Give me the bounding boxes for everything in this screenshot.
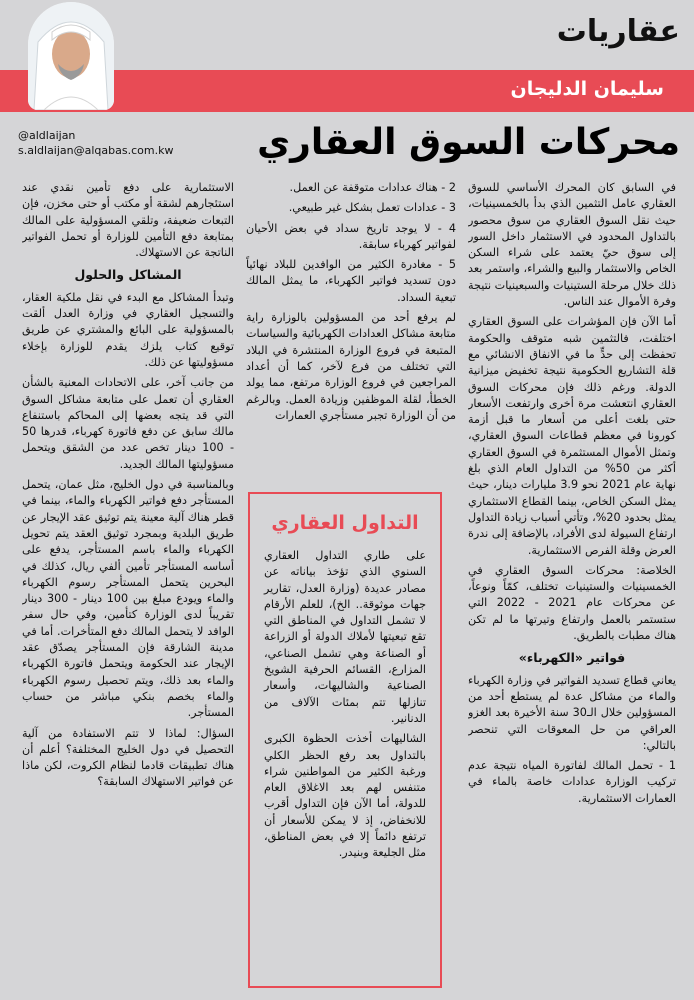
subheading-electricity-bills: فواتير «الكهرباء» — [518, 650, 626, 666]
paragraph: الشاليهات أخذت الحظوة الكبرى بالتداول بعد رفع الحظر الكلي ورغبة الكثير من المواطنين شراء متنفس لهم بعد الاغلاق العام للدولة، أما الآن فإن التداول أقرب للانخفاض، إذ لا يمكن للأسعار أن ترتفع دائماً إلا في بعض المناطق، مثل الجليعة وبنيدر. — [264, 732, 426, 860]
paragraph: السؤال: لماذا لا تتم الاستفادة من آلية التحصيل في دول الخليج المختلفة؟ أعلم أن هناك تطبيقات قادما لنظام الكروت، لكن ماذا عن فواتير الاستهلاك السابقة؟ — [22, 726, 234, 789]
box-title: التداول العقاري — [271, 512, 419, 534]
author-portrait-icon — [28, 2, 114, 110]
paragraph: الاستثمارية على دفع تأمين نقدي عند استئجارهم لشقة أو مكتب أو حتى مخزن، فإن التبعات ضعيفة، وتلقي المسؤولية على المالك بمتابعة دفع التأمين للوزارة أو تحمل الفواتير الناتجة عن الاستهلاك. — [22, 181, 234, 260]
article-column-1 — [468, 180, 676, 990]
list-item: 3 - عدادات تعمل بشكل غير طبيعي. — [288, 201, 456, 215]
paragraph: في السابق كان المحرك الأساسي للسوق العقاري عامل التثمين الذي بدأ بالخمسينيات، حيث نقل السوق العقاري من سوق محصور بالتداول المحدود في الاستثمار داخل السور إلى سوق حيّ يعتمد على شراء السكن الخاص والاستثمار والبيع والشراء، واستمر بعد ذلك خلال مرحلة الستينيات والسبعينيات نتيجة وفرة الأموال عند الناس. — [468, 181, 676, 309]
author-photo — [28, 2, 114, 110]
paragraph: على طاري التداول العقاري السنوي الذي تؤخذ بياناته عن مصادر عديدة (وزارة العدل، تقارير جهات موثوقة.. الخ)، للعلم الأرقام لا تشمل التداول في المناطق التي تقع تبعيتها لأملاك الدولة أو الزراعة أو الصناعة وهي تشمل الصناعي، المزارع، القسائم الحرفية الشويخ الصناعية والشاليهات، وأسعار تنازلها تتم بمئات الآلاف من الدنانير. — [264, 549, 426, 725]
article-headline: محركات السوق العقاري — [257, 122, 680, 163]
author-contacts — [18, 128, 173, 158]
paragraph: من جانب آخر، على الاتحادات المعنية بالشأن العقاري أن تعمل على متابعة مشاكل السوق التي قد يتجه بعضها إلى المحاكم باستنفاع مالك سابق عن دفع فاتورة كهرباء، قدرها 50 - 100 دينار تخص عدد من الشقق ويتحمل مسؤوليتها المالك الجديد. — [22, 376, 234, 471]
email-address[interactable]: s.aldlaijan@alqabas.com.kw — [18, 144, 174, 157]
article-column-2 — [246, 180, 456, 490]
section-title: عقاريات — [556, 14, 680, 49]
paragraph: يعاني قطاع تسديد الفواتير في وزارة الكهرباء والماء من مشاكل عدة لم يستطع أحد من المسؤولين خلال الـ30 سنة الأخيرة بعد الغزو العراقي من حل المعوقات التي تنحصر بالتالي: — [468, 673, 676, 752]
article-column-3 — [22, 180, 234, 990]
paragraph: أما الآن فإن المؤشرات على السوق العقاري اختلفت، فالتثمين شبه متوقف والحكومة تحفظت إلى حدٍّ ما في الانفاق الانشائي مع قلة التشاريع الحكومية نتيجة تخفيض ميزانية الدولة. ورغم ذلك فإن محركات السوق العقاري انتعشت مرة أخرى وارتفعت الأسعار حتى بلغت أعلى من أسعار ما قبل أزمة كورونا في معظم قطاعات السوق العقاري، وتمثل الأموال المستثمرة في السوق العقاري أكثر من 50% من التداول العام الذي بلغ نهاية عام 2021 نحو 3.9 مليارات دينار، حيث يمثل السكن الخاص، بينما القطاع الاستثماري يمثل بحدود 20%، وتأتي أسباب زيادة التداول ارتفاع السيولة لدى الأفراد، بالإضافة إلى ندرة العرض وقلة الفرص الاستثمارية. — [468, 315, 676, 557]
author-name: سليمان الدليجان — [510, 78, 664, 100]
sidebar-box-real-estate-trading — [248, 492, 442, 988]
list-item: 2 - هناك عدادات متوقفة عن العمل. — [289, 181, 456, 194]
paragraph: وتبدأ المشاكل مع البدء في نقل ملكية العقار، والتسجيل العقاري في وزارة العدل ألقت بالمسؤولية على البائع والمشتري عن طريق توقيع كتاب يلزك يقدم للوزارة بإخلاء مسؤوليتها عن ذلك. — [22, 290, 234, 369]
list-item: 4 - لا يوجد تاريخ سداد في بعض الأحيان لفواتير كهرباء سابقة. — [246, 221, 456, 251]
twitter-handle[interactable]: @aldlaijan — [18, 129, 76, 142]
box-body — [264, 548, 426, 862]
paragraph: وبالمناسبة في دول الخليج، مثل عمان، يتحمل المستأجر دفع فواتير الكهرباء والماء، بينما في قطر هناك آلية معينة يتم توثيق عقد الإيجار عن طريق البلدية وبمجرد توثيق العقد يتم تحويل الكهرباء والماء باسم المستأجر، يدفع على أساسه المستأجر تأمين ألفي ريال، كذلك في البحرين يتحمل المستأجر رسوم الكهرباء والماء ويودع مبلغ بين 100 دينار - 300 دينار تقريباً لدى الوزارة كتأمين، وفي حال سفر الوافد لا يتحمل المالك دفع المتأخرات. أما في مدينة الشارقة فإن المستأجر يصدّق عقد الإيجار عند الحكومة ويتحمل فاتورة الكهرباء والماء بعد ذلك، ويتم تحصيل رسوم الكهرباء والماء بخصم بنكي مباشر من حساب المستأجر. — [22, 478, 234, 720]
paragraph: 1 - تحمل المالك لفاتورة المياه نتيجة عدم تركيب الوزارة عدادات خاصة بالماء في العمارات الاستثمارية. — [468, 759, 676, 805]
list-item: 5 - مغادرة الكثير من الوافدين للبلاد نهائياً دون تسديد فواتير الكهرباء، ما يمثل المالك تبعية السداد. — [246, 258, 456, 304]
subheading-problems-solutions: المشاكل والحلول — [74, 267, 182, 283]
paragraph: لم يرفع أحد من المسؤولين بالوزارة راية متابعة مشاكل العدادات الكهربائية والسياسات المتبعة في فروع الوزارة المنتشرة في البلاد التي تختلف من فرع لآخر، كما أن أعداد المراجعين في فروع الوزارة مرتفع، مما يولد الخطأ، لقلة الموظفين وزيادة العمل. وبالرغم من أن الوزارة تجبر مستأجري العمارات — [246, 311, 456, 422]
paragraph: الخلاصة: محركات السوق العقاري في الخمسينيات والستينيات تختلف، كمّاً ونوعاً، عن محركات عام 2021 - 2022 التي ستستمر بالعمل وارتفاع وتيرتها ما لم تكن هناك مطبات بالطريق. — [468, 563, 676, 643]
